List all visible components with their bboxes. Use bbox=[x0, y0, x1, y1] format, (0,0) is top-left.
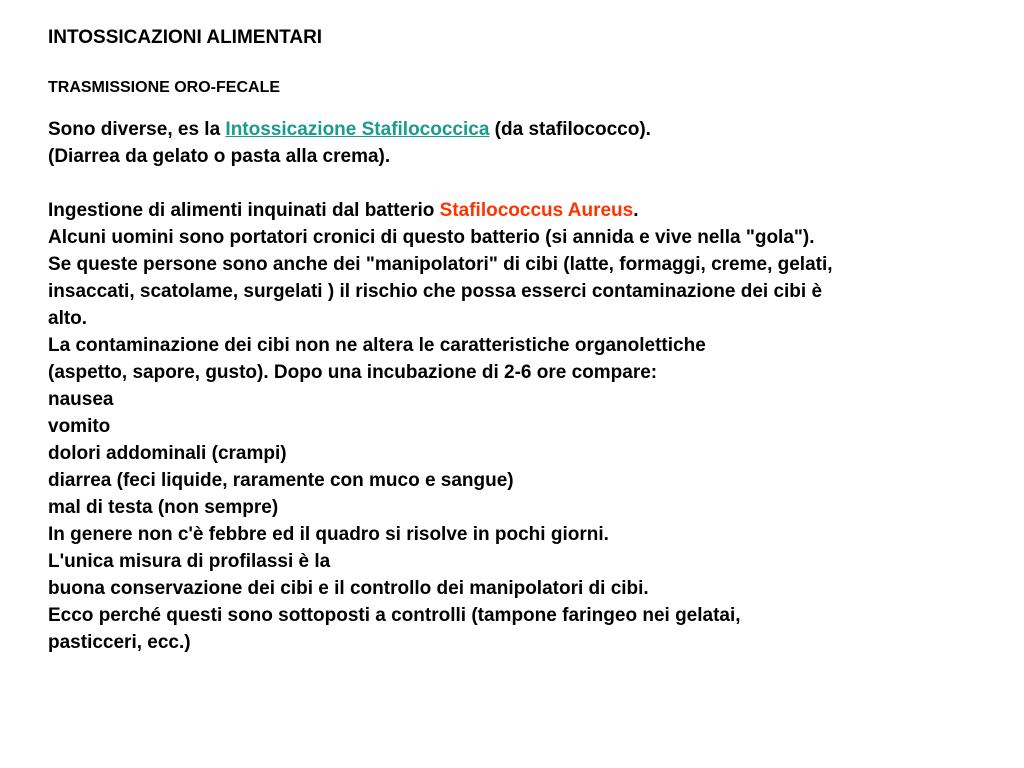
body-line: insaccati, scatolame, surgelati ) il rischio che possa esserci contaminazione dei cibi è bbox=[48, 281, 823, 302]
body-line: alto. bbox=[48, 308, 88, 329]
ingestion-line bbox=[48, 197, 1008, 224]
ingestion-suffix: . bbox=[633, 200, 639, 221]
symptom-item: nausea bbox=[48, 389, 114, 410]
body-line: buona conservazione dei cibi e il controllo dei manipolatori di cibi. bbox=[48, 578, 649, 599]
intro-prefix: Sono diverse, es la bbox=[48, 119, 226, 140]
intro-line-2: (Diarrea da gelato o pasta alla crema). bbox=[48, 146, 391, 167]
slide bbox=[48, 26, 1008, 656]
symptom-item: dolori addominali (crampi) bbox=[48, 443, 287, 464]
body-line: In genere non c'è febbre ed il quadro si risolve in pochi giorni. bbox=[48, 524, 609, 545]
ingestion-prefix: Ingestione di alimenti inquinati dal batterio bbox=[48, 200, 440, 221]
body-line: (aspetto, sapore, gusto). Dopo una incubazione di 2-6 ore compare: bbox=[48, 362, 658, 383]
slide-body bbox=[48, 116, 1008, 656]
body-line: pasticceri, ecc.) bbox=[48, 632, 191, 653]
stafilococcus-aureus-highlight: Stafilococcus Aureus bbox=[439, 200, 634, 221]
intossicazione-stafilococcica-link[interactable]: Intossicazione Stafilococcica bbox=[225, 119, 490, 140]
body-line: La contaminazione dei cibi non ne altera le caratteristiche organolettiche bbox=[48, 335, 706, 356]
paragraph-gap bbox=[48, 170, 1008, 197]
intro-line bbox=[48, 116, 1008, 143]
body-line: Se queste persone sono anche dei "manipolatori" di cibi (latte, formaggi, creme, gelati, bbox=[48, 254, 833, 275]
slide-subtitle: TRASMISSIONE ORO-FECALE bbox=[48, 79, 281, 96]
symptom-item: vomito bbox=[48, 416, 111, 437]
symptom-item: diarrea (feci liquide, raramente con muco e sangue) bbox=[48, 470, 514, 491]
body-line: Ecco perché questi sono sottoposti a controlli (tampone faringeo nei gelatai, bbox=[48, 605, 741, 626]
intro-suffix: (da stafilococco). bbox=[489, 119, 651, 140]
body-line: L'unica misura di profilassi è la bbox=[48, 551, 331, 572]
symptom-item: mal di testa (non sempre) bbox=[48, 497, 279, 518]
slide-title: INTOSSICAZIONI ALIMENTARI bbox=[48, 27, 323, 48]
body-line: Alcuni uomini sono portatori cronici di questo batterio (si annida e vive nella "gola"). bbox=[48, 227, 815, 248]
